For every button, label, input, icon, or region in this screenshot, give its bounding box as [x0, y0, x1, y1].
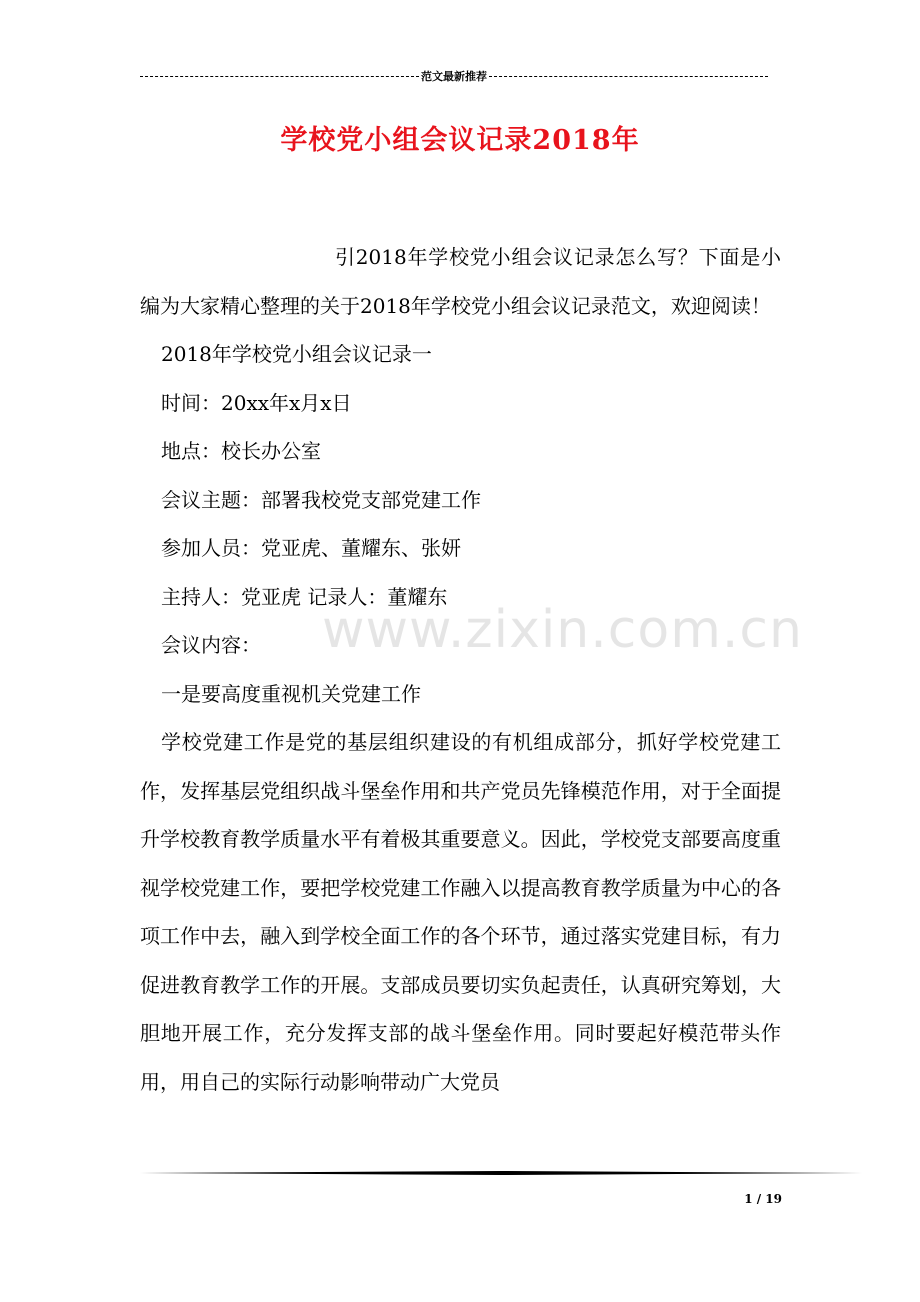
header-dash-right — [489, 76, 768, 77]
header-label: 范文最新推荐 — [421, 70, 487, 83]
meeting-content-label: 会议内容： — [161, 633, 261, 657]
watermark: www.zixin.com.cn — [322, 600, 803, 660]
footer-rule-graphic — [140, 1171, 862, 1175]
meeting-host-recorder: 主持人：党亚虎 记录人：董耀东 — [161, 584, 448, 609]
meeting-location: 地点：校长办公室 — [161, 439, 321, 463]
meeting-attendees: 参加人员：党亚虎、董耀东、张妍 — [161, 536, 461, 560]
content-point-one: 一是要高度重视机关党建工作 — [161, 681, 421, 706]
document-body — [140, 233, 781, 1106]
content-paragraph: 学校党建工作是党的基层组织建设的有机组成部分，抓好学校党建工作，发挥基层党组织战斗堡垒作用和共产党员先锋模范作用，对于全面提升学校教育教学质量水平有着极其重要意义。因此，学校党支部要高度重视学校党建工作，要把学校党建工作融入以提高教育教学质量为中心的各项工作中去，融入到学校全面工作的各个环节，通过落实党建目标，有力促进教育教学工作的开展。支部成员要切实负起责任，认真研究筹划，大胆地开展工作，充分发挥支部的战斗堡垒作用。同时要起好模范带头作用，用自己的实际行动影响带动广大党员 — [140, 730, 781, 1094]
footer-rule — [140, 1171, 862, 1175]
document-title: 学校党小组会议记录2018年 — [280, 125, 640, 156]
header-dash-left — [140, 76, 419, 77]
section-heading: 2018年学校党小组会议记录一 — [161, 342, 432, 366]
meeting-time: 时间：20xx年x月x日 — [161, 390, 352, 415]
page-header — [140, 66, 768, 86]
meeting-topic: 会议主题：部署我校党支部党建工作 — [161, 487, 481, 512]
page-number: 1 / 19 — [744, 1192, 782, 1206]
intro-paragraph: 引2018年学校党小组会议记录怎么写？下面是小编为大家精心整理的关于2018年学校党小组会议记录范文，欢迎阅读！ — [140, 245, 781, 318]
